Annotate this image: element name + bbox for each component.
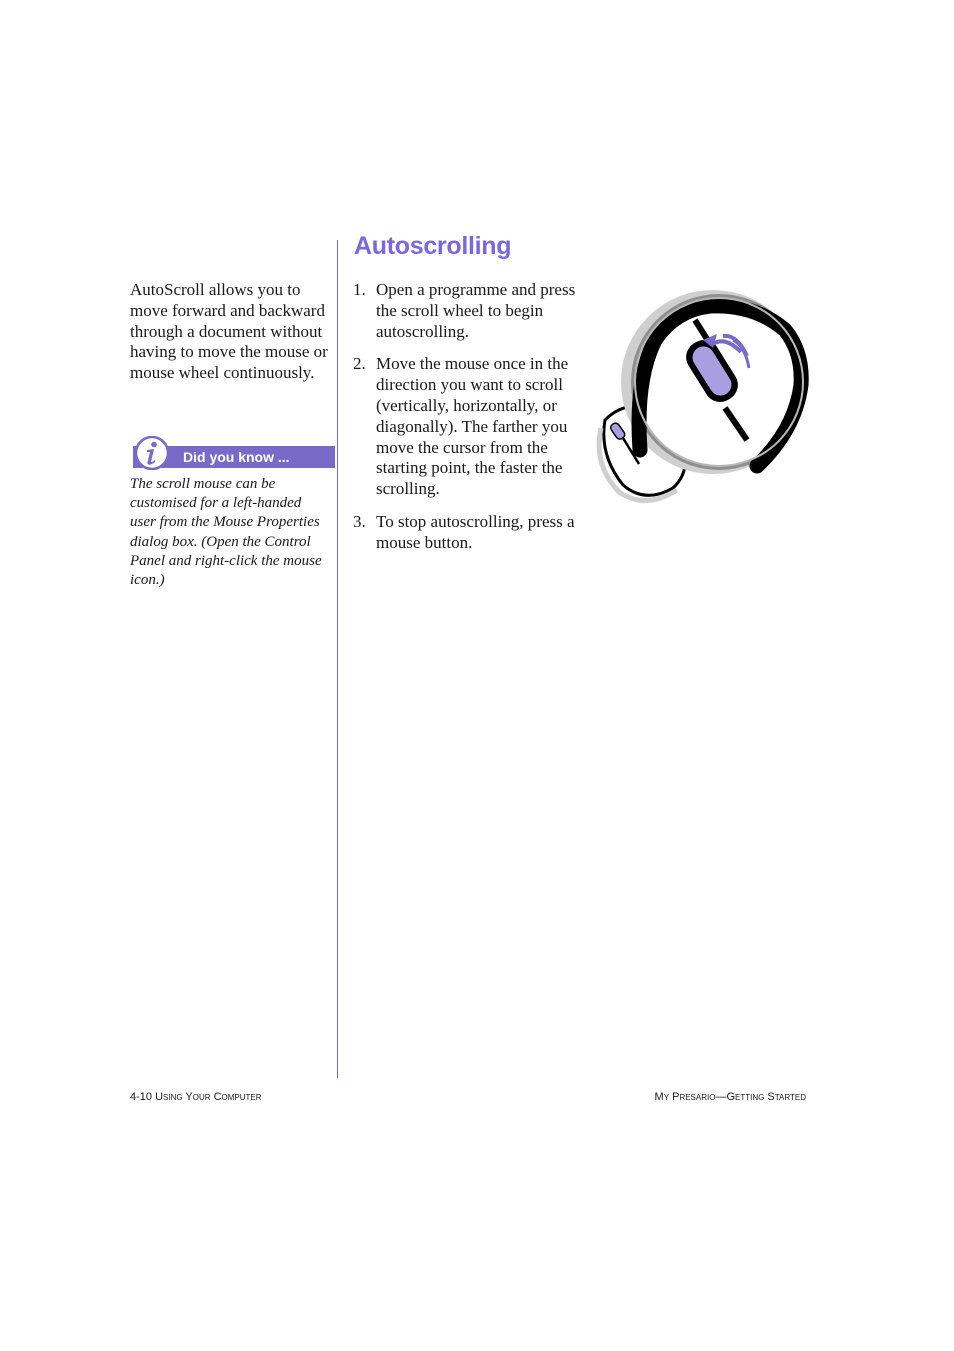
info-icon	[134, 436, 170, 470]
list-item	[353, 512, 588, 554]
step-number: 1.	[353, 280, 366, 299]
step-number: 2.	[353, 354, 366, 374]
page-title: Autoscrolling	[354, 232, 512, 260]
footer-right: My Presario—Getting Started	[654, 1091, 806, 1103]
step-text: To stop autoscrolling, press a mouse button.	[376, 511, 575, 552]
did-you-know-banner	[131, 436, 335, 470]
steps-list	[353, 280, 588, 566]
list-item	[353, 354, 588, 500]
scroll-mouse-illustration	[595, 290, 810, 505]
column-divider	[337, 240, 338, 1078]
step-text: Move the mouse once in the direction you want to scroll (vertically, horizontally, or diagonally). The farther you move the cursor from the starting point, the faster the scrolling.	[376, 354, 569, 499]
did-you-know-label: Did you know ...	[183, 449, 290, 465]
footer-left: 4-10 Using Your Computer	[130, 1091, 262, 1103]
step-text: Open a programme and press the scroll wheel to begin autoscrolling.	[376, 280, 576, 341]
did-you-know-text: The scroll mouse can be customised for a left-handed user from the Mouse Properties dialog box. (Open the Control Panel and right-click the mouse icon.)	[130, 476, 322, 589]
step-number: 3.	[353, 511, 366, 531]
intro-text: AutoScroll allows you to move forward and backward through a document without having to move the mouse or mouse wheel continuously.	[130, 280, 328, 383]
list-item	[353, 280, 588, 342]
